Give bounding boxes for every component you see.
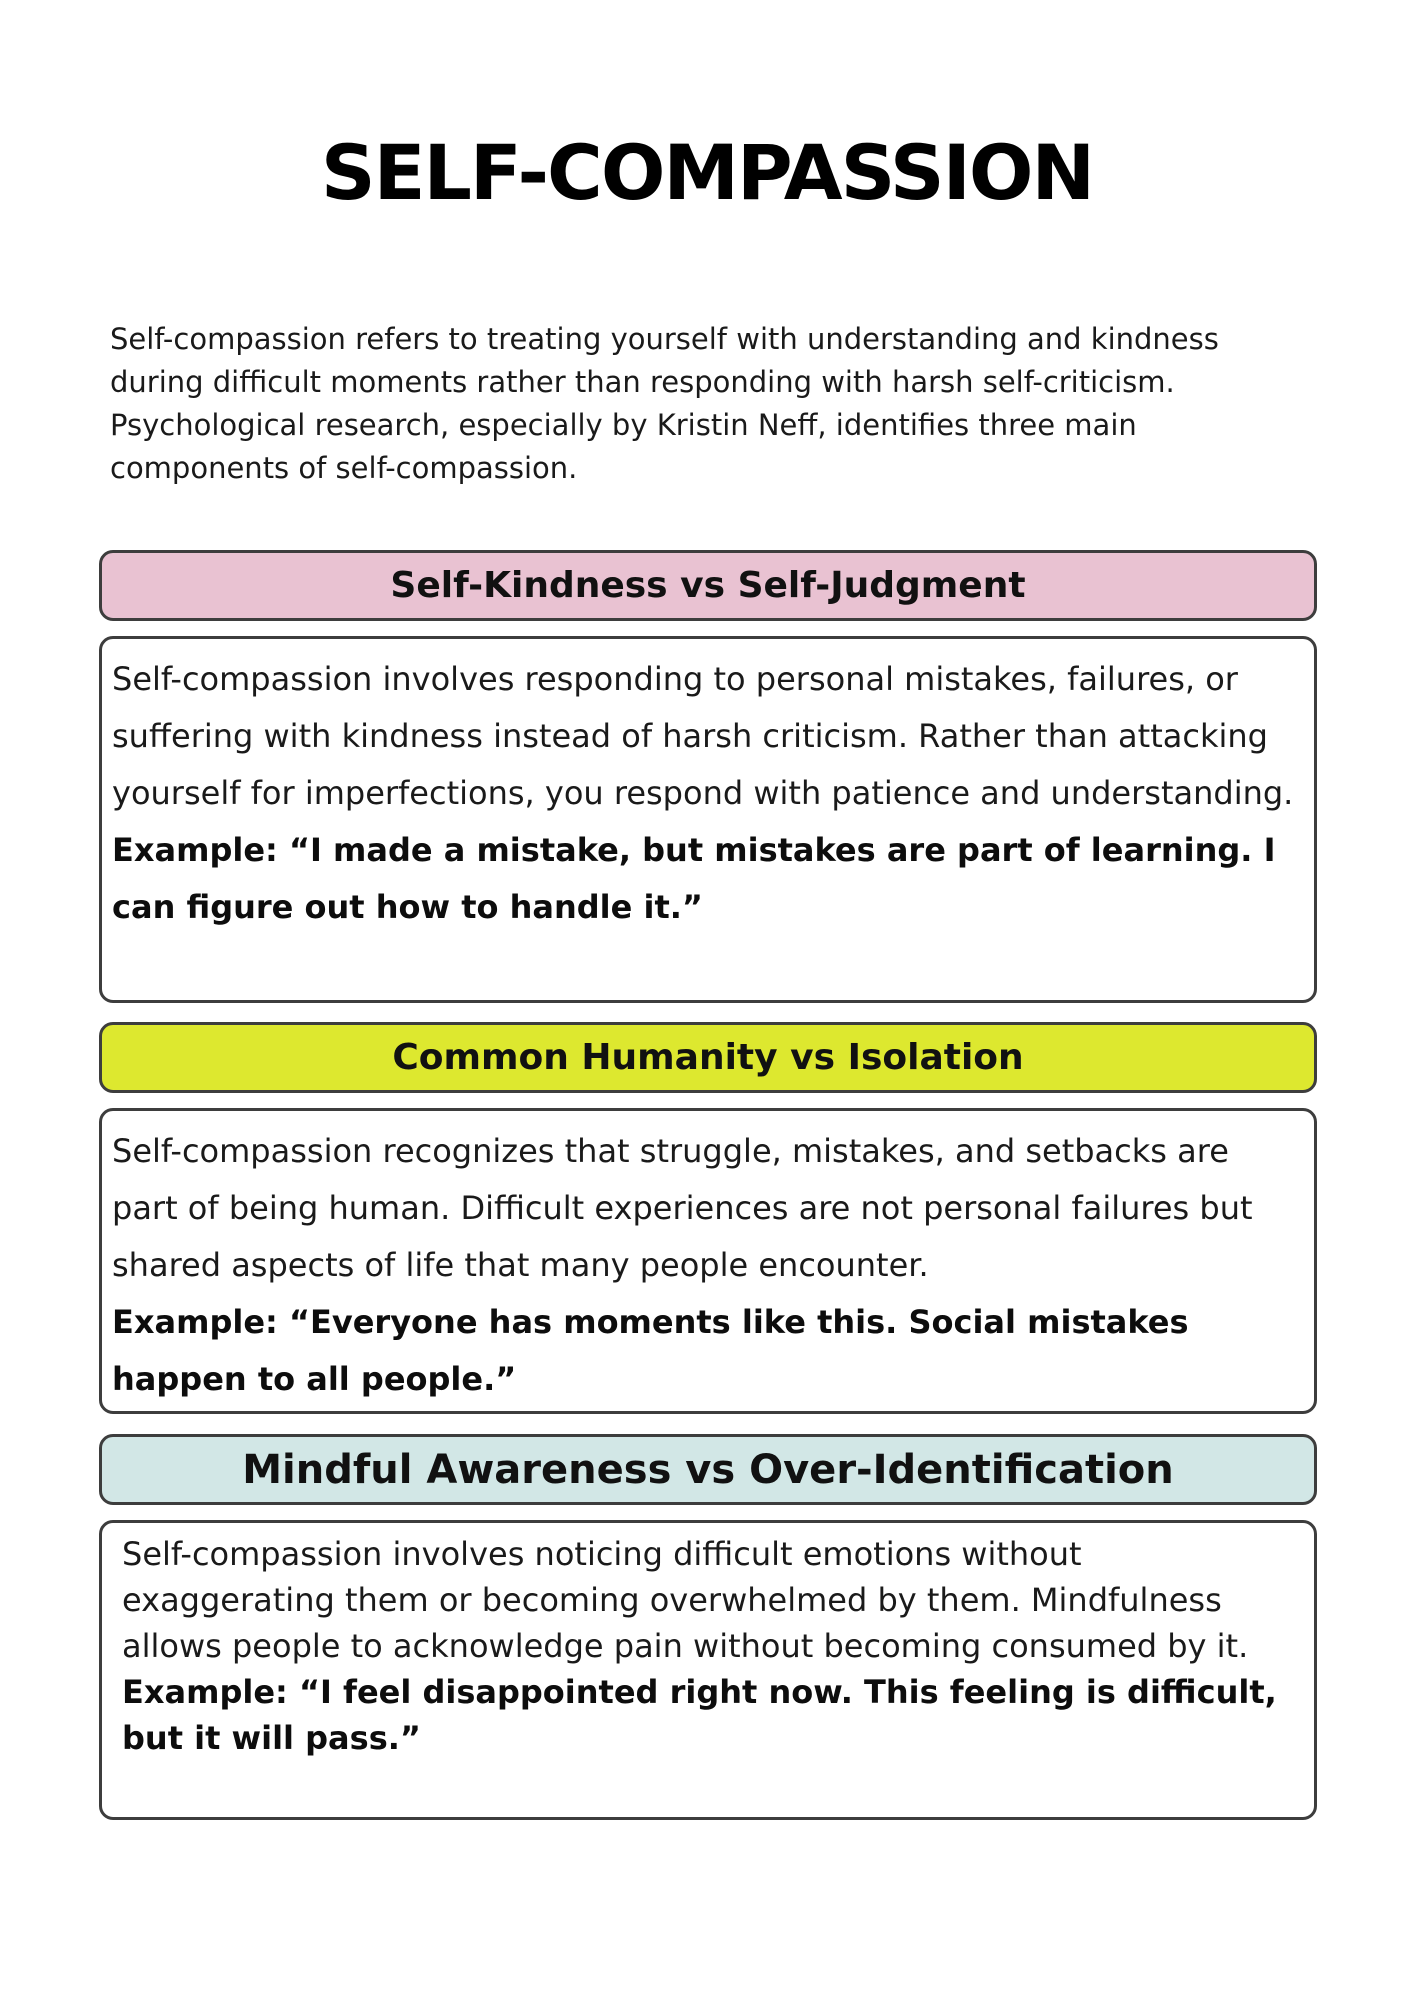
section-heading-self-kindness: Self-Kindness vs Self-Judgment	[99, 550, 1317, 621]
section-body: Self-compassion involves noticing difficult emotions without exaggerating them or becoming overwhelmed by them. Mindfulness allows people to acknowledge pain without becoming consumed by it.	[122, 1535, 1249, 1665]
intro-paragraph: Self-compassion refers to treating yourself with understanding and kindness during difficult moments rather than responding with harsh self-criticism. Psychological research, especially by Kristin Neff, identifies three main components of self-compassion.	[110, 322, 1219, 485]
page-title: SELF-COMPASSION	[320, 128, 1094, 217]
section-example: Example: “I feel disappointed right now. This feeling is difficult, but it will pass.”	[122, 1673, 1277, 1757]
section-box-mindful-awareness	[99, 1520, 1317, 1820]
section-example: Example: “I made a mistake, but mistakes are part of learning. I can figure out how to handle it.”	[112, 831, 1276, 926]
section-heading-mindful-awareness: Mindful Awareness vs Over-Identification	[99, 1434, 1317, 1505]
section-body: Self-compassion involves responding to personal mistakes, failures, or suffering with kindness instead of harsh criticism. Rather than attacking yourself for imperfections, you respond with patience and understanding.	[112, 660, 1294, 812]
section-example: Example: “Everyone has moments like this. Social mistakes happen to all people.”	[112, 1303, 1189, 1398]
section-body: Self-compassion recognizes that struggle, mistakes, and setbacks are part of being human. Difficult experiences are not personal failures but shared aspects of life that many people encounter.	[112, 1132, 1253, 1284]
section-box-common-humanity	[99, 1108, 1317, 1414]
section-heading-common-humanity: Common Humanity vs Isolation	[99, 1022, 1317, 1093]
section-box-self-kindness	[99, 636, 1317, 1003]
